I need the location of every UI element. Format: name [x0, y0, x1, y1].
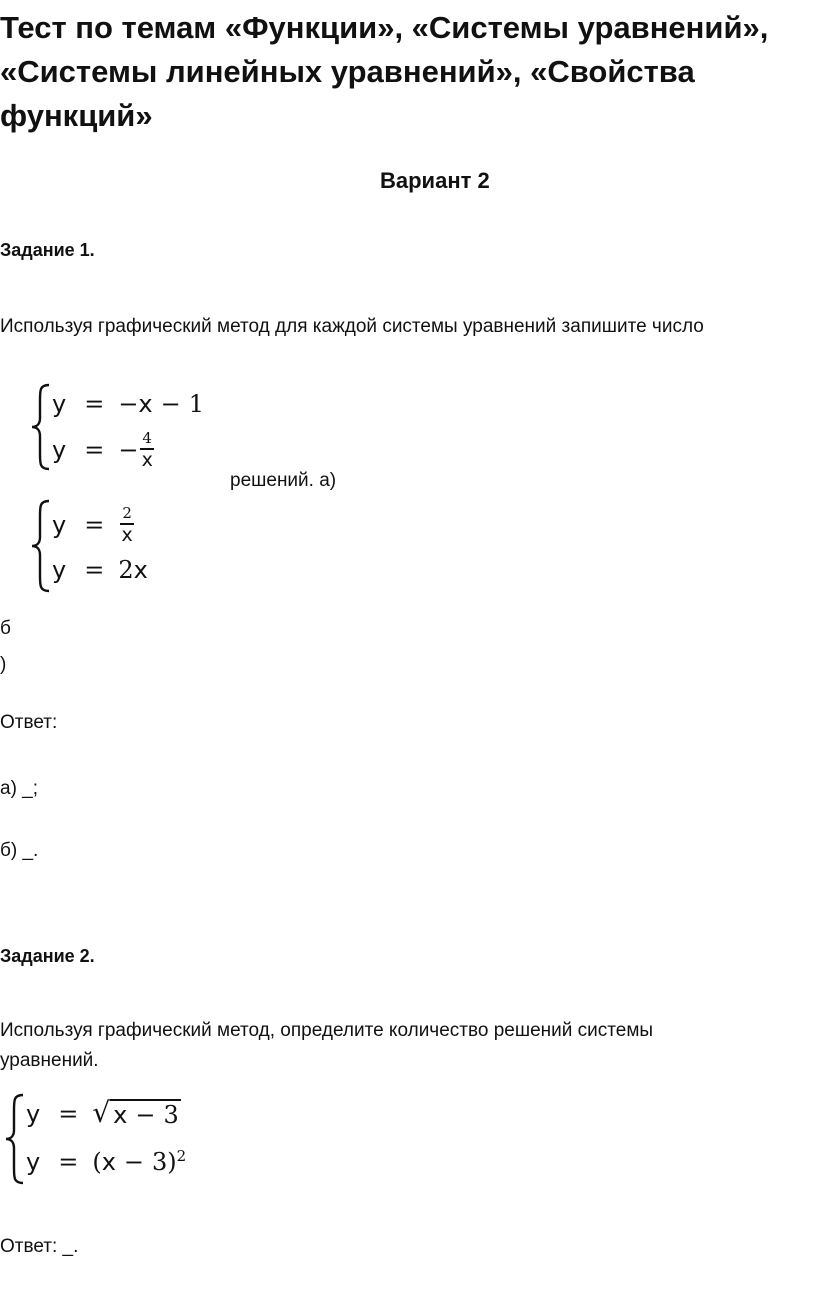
minus-sign: − [118, 390, 139, 418]
rhs [118, 503, 134, 546]
square-root [92, 1096, 180, 1129]
minus-sign: − [160, 390, 181, 418]
lhs-y: y [52, 390, 67, 418]
radical-sign-icon: √ [92, 1096, 111, 1129]
page-title: Тест по темам «Функции», «Системы уравнений», «Системы линейных уравнений», «Свойства функций» [0, 10, 769, 133]
left-brace-icon [30, 382, 52, 472]
variant-heading: Вариант 2 [380, 168, 490, 193]
denominator: x [141, 448, 153, 471]
task2-equation-2 [26, 1142, 186, 1182]
rhs [118, 428, 154, 471]
lhs-y: y [26, 1100, 41, 1128]
var-x: x [138, 390, 153, 418]
system-b [30, 498, 230, 594]
task1-b-letter: б [0, 618, 11, 639]
minus-sign: − [118, 436, 139, 464]
task2-heading: Задание 2. [0, 946, 95, 966]
task2-instruction-line1: Используя графический метод, определите количество решений системы [0, 1020, 654, 1041]
constant: 3 [163, 1101, 179, 1129]
task1-heading: Задание 1. [0, 240, 95, 260]
rhs [92, 1148, 186, 1176]
lhs-y: y [26, 1148, 41, 1176]
left-brace-icon [4, 1092, 26, 1186]
system-a-equation-1 [52, 384, 204, 424]
rhs [118, 390, 204, 418]
equals-sign: = [58, 1100, 79, 1128]
task1-instruction: Используя графический метод для каждой системы уравнений запишите число [0, 316, 704, 337]
denominator: x [121, 523, 133, 546]
equals-sign: = [58, 1148, 79, 1176]
task1-tail-text: решений. а) [230, 470, 337, 491]
var-x: x [113, 1101, 128, 1129]
task2-answer: Ответ: _. [0, 1236, 79, 1257]
minus-sign: − [135, 1101, 156, 1129]
task2-instruction-line2: уравнений. [0, 1050, 99, 1071]
numerator: 4 [140, 431, 154, 450]
lhs-y: y [52, 436, 67, 464]
equals-sign: = [84, 511, 105, 539]
system-a [30, 382, 230, 472]
task1-b-paren: ) [0, 654, 7, 675]
var-x: x [133, 556, 148, 584]
task1-answer-label: Ответ: [0, 712, 58, 733]
equals-sign: = [84, 556, 105, 584]
numerator: 2 [120, 506, 134, 525]
fraction [140, 428, 154, 471]
constant: 1 [188, 390, 205, 418]
task2-system [4, 1092, 234, 1186]
coefficient: 2 [118, 556, 134, 584]
close-paren: ) [167, 1148, 177, 1176]
lhs-y: y [52, 556, 67, 584]
radicand [110, 1099, 181, 1129]
system-a-equation-2 [52, 430, 154, 470]
minus-sign: − [123, 1148, 144, 1176]
open-paren: ( [92, 1148, 102, 1176]
exponent: 2 [176, 1147, 187, 1165]
equals-sign: = [84, 390, 105, 418]
system-b-equation-1 [52, 502, 134, 548]
var-x: x [101, 1148, 116, 1176]
equals-sign: = [84, 436, 105, 464]
system-b-equation-2 [52, 550, 148, 590]
task1-answer-b: б) _. [0, 840, 39, 861]
left-brace-icon [30, 498, 52, 594]
lhs-y: y [52, 511, 67, 539]
rhs [118, 556, 147, 584]
task2-equation-1 [26, 1094, 181, 1134]
fraction [120, 503, 134, 546]
constant: 3 [152, 1148, 168, 1176]
task1-answer-a: а) _; [0, 778, 39, 799]
